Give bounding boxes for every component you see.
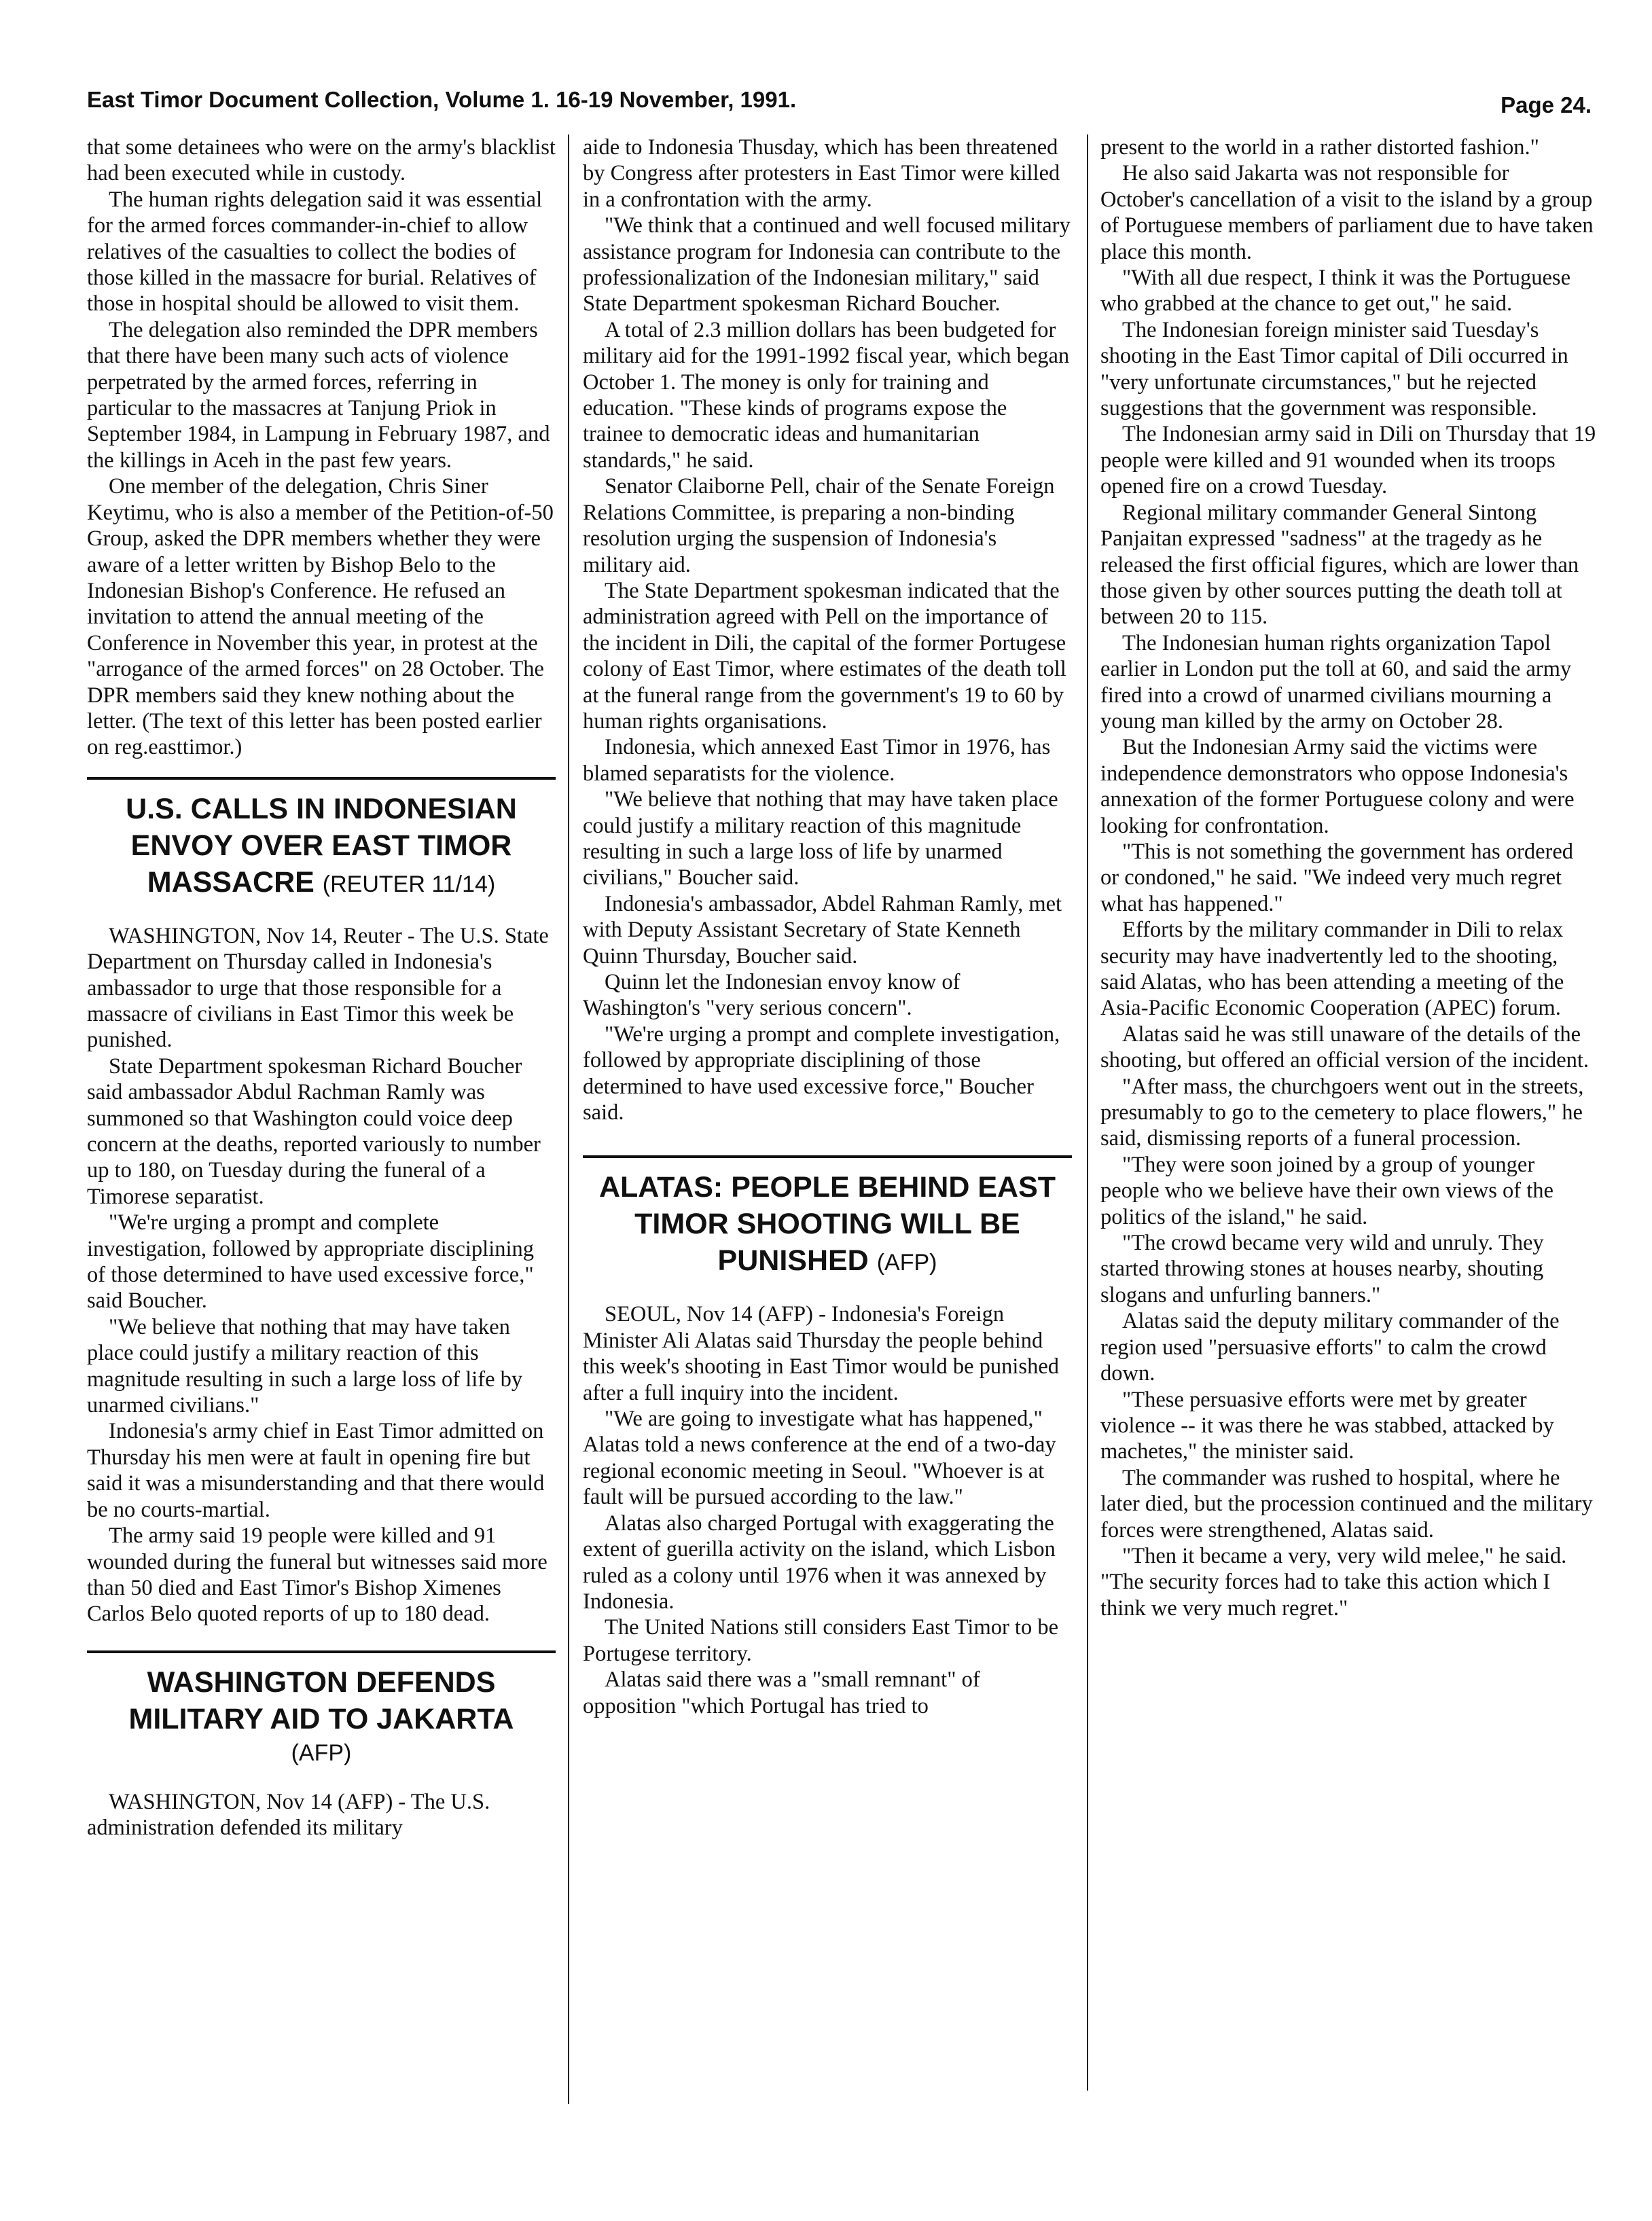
headline-text: ALATAS: PEOPLE BEHIND EAST TIMOR SHOOTING WILL BE PUNISHED (598, 1171, 1056, 1278)
paragraph: "With all due respect, I think it was the Portuguese who grabbed at the chance to get out," he said. (1100, 266, 1570, 317)
paragraph: "After mass, the churchgoers went out in the streets, presumably to go to the cemetery to place flowers," he said, dismissing reports of a funeral procession. (1100, 1074, 1584, 1151)
paragraph: WASHINGTON, Nov 14 (AFP) - The U.S. administration defended its military (87, 1789, 490, 1841)
article-headline (87, 791, 556, 903)
paragraph: Alatas said the deputy military commander of the region used "persuasive efforts" to calm the crowd down. (1100, 1309, 1560, 1386)
paragraph: He also said Jakarta was not responsible for October's cancellation of a visit to the island by a group of Portuguese members of parliament due to have taken place this month. (1100, 161, 1594, 264)
paragraph: State Department spokesman Richard Boucher said ambassador Abdul Rachman Ramly was summoned so that Washington could voice deep concern at the deaths, reported variously to number up to 180, on Tuesday during the funeral of a Timorese separatist. (87, 1053, 541, 1209)
column-divider (568, 134, 569, 2104)
paragraph: "They were soon joined by a group of younger people who we believe have their own views of the politics of the island," he said. (1100, 1152, 1554, 1229)
paragraph: "We're urging a prompt and complete investigation, followed by appropriate disciplining of those determined to have used excessive force," said Boucher. (87, 1210, 534, 1314)
column-3 (1100, 134, 1596, 2152)
paragraph: "We think that a continued and well focused military assistance program for Indonesia can contribute to the professionalization of the Indonesian military," said State Department spokesman Richard Boucher. (583, 213, 1071, 317)
article-headline (87, 1664, 556, 1769)
article-source: (REUTER 11/14) (322, 871, 496, 897)
article-source: (AFP) (291, 1739, 352, 1766)
column-divider (1087, 134, 1088, 2091)
paragraph: The Indonesian foreign minister said Tuesday's shooting in the East Timor capital of Dili occurred in "very unfortunate circumstances," but he rejected suggestions that the government was responsible. (1100, 317, 1568, 421)
paragraph: But the Indonesian Army said the victims were independence demonstrators who oppose Indonesia's annexation of the former Portuguese colony and were looking for confrontation. (1100, 735, 1575, 838)
paragraph: The Indonesian human rights organization Tapol earlier in London put the toll at 60, and said the army fired into a crowd of unarmed civilians mourning a young man killed by the army on October 28. (1100, 630, 1572, 734)
paragraph: "This is not something the government has ordered or condoned," he said. "We indeed very much regret what has happened." (1100, 839, 1574, 916)
collection-title: East Timor Document Collection, Volume 1. 16-19 November, 1991. (87, 87, 797, 112)
paragraph: Alatas said he was still unaware of the details of the shooting, but offered an official version of the incident. (1100, 1022, 1590, 1073)
paragraph: The army said 19 people were killed and 91 wounded during the funeral but witnesses said more than 50 died and East Timor's Bishop Ximenes Carlos Belo quoted reports of up to 180 dead. (87, 1523, 547, 1627)
page-header (87, 80, 1592, 121)
paragraph: "These persuasive efforts were met by greater violence -- it was there he was stabbed, attacked by machetes," the minister said. (1100, 1387, 1554, 1464)
paragraph: Indonesia, which annexed East Timor in 1976, has blamed separatists for the violence. (583, 735, 1051, 786)
headline-text: U.S. CALLS IN INDONESIAN ENVOY OVER EAST TIMOR MASSACRE (126, 792, 517, 899)
article-source: (AFP) (876, 1250, 937, 1276)
paragraph: "We believe that nothing that may have taken place could justify a military reaction of this magnitude resulting in such a large loss of life by unarmed civilians." (87, 1314, 523, 1418)
paragraph: present to the world in a rather distorted fashion." (1100, 135, 1539, 160)
paragraph: "We are going to investigate what has happened," Alatas told a news conference at the end of a two-day regional economic meeting in Seoul. "Whoever is at fault will be pursued according to the law." (583, 1407, 1056, 1510)
paragraph: "We believe that nothing that may have taken place could justify a military reaction of this magnitude resulting in such a large loss of life by unarmed civilians," Boucher said. (583, 787, 1058, 890)
paragraph: The State Department spokesman indicated that the administration agreed with Pell on the importance of the incident in Dili, the capital of the former Portugese colony of East Timor, where estimates of the death toll at the funeral range from the government's 19 to 60 by human rights organisations. (583, 578, 1066, 734)
paragraph: aide to Indonesia Thusday, which has been threatened by Congress after protesters in East Timor were killed in a confrontation with the army. (583, 135, 1060, 212)
paragraph: WASHINGTON, Nov 14, Reuter - The U.S. State Department on Thursday called in Indonesia's ambassador to urge that those responsible for a massacre of civilians in East Timor this week be punished. (87, 923, 549, 1053)
headline-text: WASHINGTON DEFENDS MILITARY AID TO JAKARTA (128, 1665, 514, 1735)
article-headline (583, 1169, 1072, 1281)
paragraph: Efforts by the military commander in Dili to relax security may have inadvertently led to the shooting, said Alatas, who has been attending a meeting of the Asia-Pacific Economic Cooperation (APEC) forum. (1100, 918, 1564, 1021)
paragraph: "Then it became a very, very wild melee," he said. "The security forces had to take this action which I think we very much regret." (1100, 1543, 1567, 1621)
paragraph: A total of 2.3 million dollars has been budgeted for military aid for the 1991-1992 fiscal year, which began October 1. The money is only for training and education. "These kinds of programs expose the trainee to democratic ideas and humanitarian standards," he said. (583, 317, 1070, 473)
paragraph: Alatas also charged Portugal with exaggerating the extent of guerilla activity on the island, which Lisbon ruled as a colony until 1976 when it was annexed by Indonesia. (583, 1511, 1056, 1614)
paragraph: Quinn let the Indonesian envoy know of Washington's "very serious concern". (583, 970, 960, 1021)
paragraph: Indonesia's army chief in East Timor admitted on Thursday his men were at fault in opening fire but said it was a misunderstanding and that there would be no courts-martial. (87, 1419, 545, 1522)
paragraph: that some detainees who were on the army's blacklist had been executed while in custody. (87, 135, 556, 186)
column-2 (583, 134, 1072, 2152)
paragraph: The human rights delegation said it was essential for the armed forces commander-in-chief to allow relatives of the casualties to collect the bodies of those killed in the massacre for burial. Relatives of those in hospital should be allowed to visit them. (87, 187, 543, 317)
paragraph: Regional military commander General Sintong Panjaitan expressed "sadness" at the tragedy as he released the first official figures, which are lower than those given by other sources putting the death toll at between 20 to 115. (1100, 500, 1579, 630)
column-1 (87, 134, 556, 2152)
paragraph: The commander was rushed to hospital, where he later died, but the procession continued and the military forces were strengthened, Alatas said. (1100, 1465, 1593, 1542)
paragraph: The delegation also reminded the DPR members that there have been many such acts of violence perpetrated by the armed forces, referring in particular to the massacres at Tanjung Priok in September 1984, in Lampung in February 1987, and the killings in Aceh in the past few years. (87, 317, 550, 473)
section-rule (87, 1650, 556, 1653)
paragraph: "We're urging a prompt and complete investigation, followed by appropriate disciplining of those determined to have used excessive force," Boucher said. (583, 1022, 1060, 1125)
section-rule (583, 1155, 1072, 1158)
paragraph: Senator Claiborne Pell, chair of the Senate Foreign Relations Committee, is preparing a non-binding resolution urging the suspension of Indonesia's military aid. (583, 474, 1055, 577)
paragraph: Indonesia's ambassador, Abdel Rahman Ramly, met with Deputy Assistant Secretary of State Kenneth Quinn Thursday, Boucher said. (583, 891, 1062, 969)
paragraph: "The crowd became very wild and unruly. They started throwing stones at houses nearby, shouting slogans and unfurling banners." (1100, 1231, 1544, 1307)
paragraph: Alatas said there was a "small remnant" of opposition "which Portugal has tried to (583, 1667, 980, 1718)
page-number: Page 24. (1501, 92, 1592, 118)
paragraph: SEOUL, Nov 14 (AFP) - Indonesia's Foreign Minister Ali Alatas said Thursday the people behind this week's shooting in East Timor would be punished after a full inquiry into the incident. (583, 1302, 1060, 1405)
paragraph: The Indonesian army said in Dili on Thursday that 19 people were killed and 91 wounded when its troops opened fire on a crowd Tuesday. (1100, 422, 1596, 499)
section-rule (87, 777, 556, 780)
paragraph: One member of the delegation, Chris Siner Keytimu, who is also a member of the Petition-of-50 Group, asked the DPR members whether they were aware of a letter written by Bishop Belo to the Indonesian Bishop's Conference. He refused an invitation to attend the annual meeting of the Conference in November this year, in protest at the "arrogance of the armed forces" on 28 October. The DPR members said they knew nothing about the letter. (The text of this letter has been posted earlier on reg.easttimor.) (87, 474, 554, 760)
paragraph: The United Nations still considers East Timor to be Portugese territory. (583, 1615, 1059, 1666)
